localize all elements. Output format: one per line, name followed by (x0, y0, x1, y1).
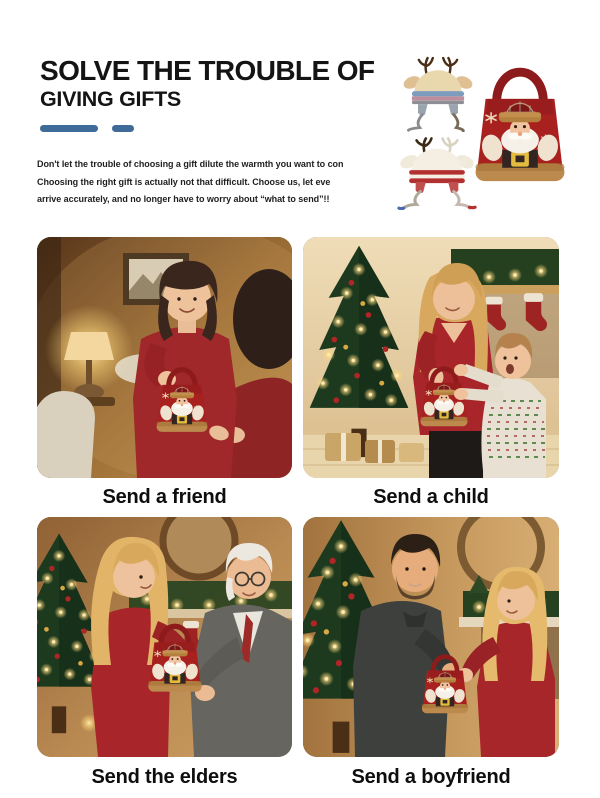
intro-line-3: arrive accurately, and no longer have to worry about “what to send”!! (37, 194, 330, 205)
photo-send-a-boyfriend (303, 517, 559, 757)
caption-send-a-child: Send a child (373, 486, 489, 508)
photo-send-a-child (303, 237, 559, 478)
product-shots (392, 44, 577, 214)
photo-send-the-elders (37, 517, 292, 757)
caption-send-a-boyfriend: Send a boyfriend (351, 766, 511, 788)
page-subtitle: GIVING GIFTS (40, 87, 181, 111)
intro-line-2: Choosing the right gift is actually not that difficult. Choose us, let eve (37, 176, 331, 187)
intro-line-1: Don't let the trouble of choosing a gift dilute the warmth you want to con (37, 159, 344, 169)
reindeer-hat-beige-icon (398, 52, 478, 132)
reindeer-hat-white-red-icon (394, 132, 480, 210)
page-title: SOLVE THE TROUBLE OF (40, 55, 375, 86)
title-divider (40, 125, 134, 132)
divider-bar-short (112, 125, 134, 132)
caption-send-the-elders: Send the elders (91, 766, 238, 788)
caption-send-a-friend: Send a friend (102, 486, 227, 508)
santa-gift-bag-icon (470, 46, 570, 194)
photo-send-a-friend (37, 237, 292, 478)
divider-bar-long (40, 125, 98, 132)
intro-text (37, 156, 407, 209)
